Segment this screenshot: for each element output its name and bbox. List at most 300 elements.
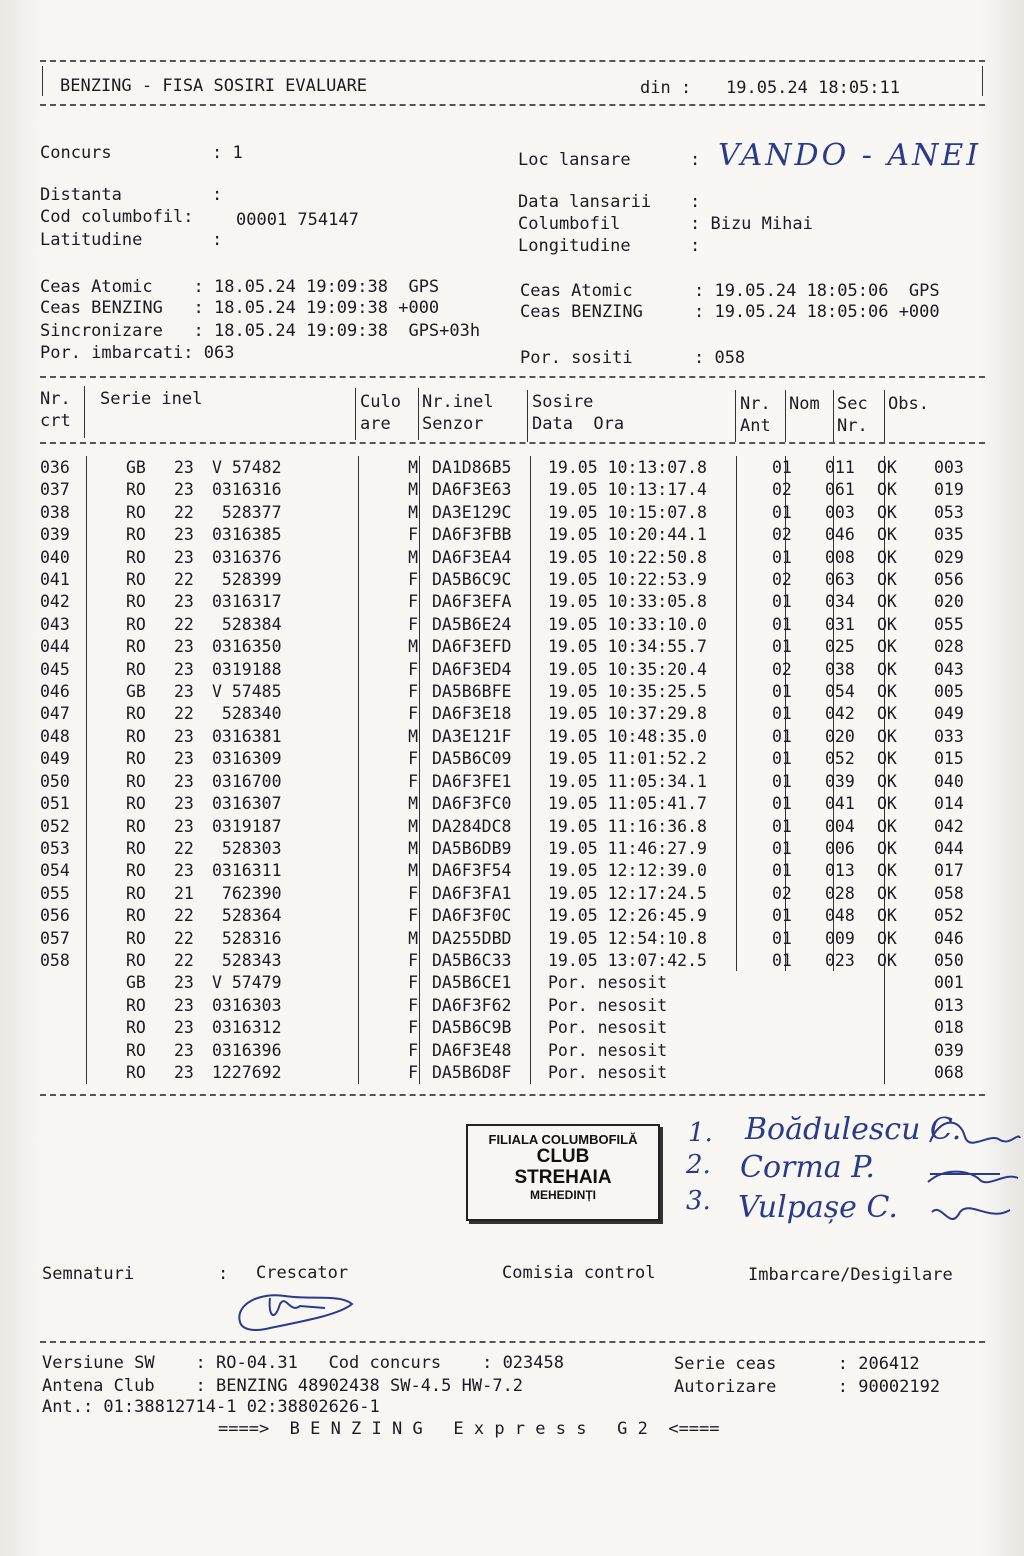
cell-senzor: DA6F3FBB	[432, 525, 512, 545]
cell-inel: 1227692	[212, 1062, 282, 1082]
cell-tara: RO	[126, 816, 146, 836]
table-row	[40, 860, 994, 882]
cell-spacer	[86, 591, 126, 613]
table-row	[40, 479, 994, 501]
cell-crt	[40, 972, 86, 994]
cell-nom: 041	[825, 794, 855, 814]
cell-spacer	[86, 681, 126, 703]
col-sec: Sec	[837, 394, 868, 414]
cell-nom: 003	[825, 502, 855, 522]
cell-ant	[754, 995, 821, 1017]
cell-sec	[873, 1062, 928, 1084]
cell-sex: M	[408, 838, 418, 858]
cell-spacer	[86, 659, 126, 681]
cell-ant: 01	[772, 726, 792, 746]
cell-sex: F	[408, 1040, 418, 1060]
cell-obs: 046	[934, 928, 964, 948]
cell-spacer	[86, 748, 126, 770]
cell-ant: 01	[772, 502, 792, 522]
cell-spacer	[86, 793, 126, 815]
cell-senzor: DA5B6C09	[432, 749, 512, 769]
sep-culo-head	[355, 388, 356, 440]
crescator-label: Crescator	[256, 1263, 349, 1283]
cell-sex: M	[408, 816, 418, 836]
cell-spacer	[86, 457, 126, 479]
cell-inel: 528377	[212, 502, 282, 522]
cell-obs: 015	[934, 749, 964, 769]
table-row	[40, 883, 994, 905]
cell-senzor: DA6F3E48	[432, 1040, 512, 1060]
cell-tara: RO	[126, 480, 146, 500]
commission-name-1: Boădulescu C.	[745, 1112, 962, 1147]
cell-ant: 02	[772, 659, 792, 679]
cell-ant: 01	[772, 794, 792, 814]
cell-spacer	[86, 547, 126, 569]
cod-columbofil-label: Cod columbofil:	[40, 207, 194, 227]
cell-an: 23	[174, 1018, 194, 1038]
cell-sec: OK	[877, 502, 897, 522]
cell-spacer	[86, 905, 126, 927]
cell-nom: 023	[825, 950, 855, 970]
col-are: are	[360, 414, 391, 434]
distanta-colon: :	[212, 185, 223, 205]
sincronizare: Sincronizare : 18.05.24 19:09:38 GPS+03h	[40, 321, 481, 341]
cell-senzor: DA6F3F54	[432, 861, 512, 881]
col-nr-ant: Nr.	[740, 394, 771, 414]
cell-an: 23	[174, 1040, 194, 1060]
cell-tara: RO	[126, 1018, 146, 1038]
cell-sex: M	[408, 637, 418, 657]
cell-spacer	[86, 1040, 126, 1062]
cell-tara: GB	[126, 973, 146, 993]
cell-sec: OK	[877, 928, 897, 948]
table-row	[40, 569, 994, 591]
cell-spacer	[86, 614, 126, 636]
cell-inel: 0316312	[212, 1018, 282, 1038]
cell-sosire: 19.05 10:33:10.0	[548, 614, 707, 634]
cell-senzor: DA5B6C33	[432, 950, 512, 970]
data-lansarii-colon: :	[690, 192, 701, 212]
cell-sec: OK	[877, 861, 897, 881]
cell-ant: 01	[772, 614, 792, 634]
cell-tara: RO	[126, 502, 146, 522]
cell-nom: 009	[825, 928, 855, 948]
cell-spacer	[86, 838, 126, 860]
cell-obs: 043	[934, 659, 964, 679]
cell-sec	[873, 972, 928, 994]
cell-an: 23	[174, 480, 194, 500]
cell-tara: RO	[126, 861, 146, 881]
cell-sec: OK	[877, 906, 897, 926]
table-row	[40, 502, 994, 524]
cell-ant: 02	[772, 883, 792, 903]
cell-an: 23	[174, 861, 194, 881]
col-sec-nr: Nr.	[837, 416, 868, 436]
cell-sec: OK	[877, 637, 897, 657]
cell-spacer	[86, 972, 126, 994]
cell-senzor: DA6F3ED4	[432, 659, 512, 679]
cell-inel: 528303	[212, 838, 282, 858]
cell-crt: 040	[40, 547, 70, 567]
cell-inel: 0316376	[212, 547, 282, 567]
cell-inel: 528364	[212, 906, 282, 926]
cell-sosire: Por. nesosit	[548, 973, 668, 993]
cell-ant	[754, 1040, 821, 1062]
cell-inel: 0316350	[212, 637, 282, 657]
cell-senzor: DA6F3E18	[432, 704, 512, 724]
distanta-label: Distanta	[40, 185, 122, 205]
cell-inel: 0316381	[212, 726, 282, 746]
concurs-value: : 1	[212, 143, 243, 163]
cell-sex: F	[408, 659, 418, 679]
cell-inel: 528340	[212, 704, 282, 724]
cell-ant: 01	[772, 592, 792, 612]
cell-tara: RO	[126, 726, 146, 746]
cell-sec: OK	[877, 726, 897, 746]
table-row	[40, 457, 994, 479]
report-datetime: 19.05.24 18:05:11	[726, 78, 900, 98]
col-sosire: Sosire	[532, 392, 594, 412]
semnaturi-label: Semnaturi	[42, 1264, 135, 1284]
cell-ant: 01	[772, 771, 792, 791]
cell-nom: 031	[825, 614, 855, 634]
table-row	[40, 614, 994, 636]
cell-inel: 528316	[212, 928, 282, 948]
cell-an: 22	[174, 614, 194, 634]
cell-obs: 058	[934, 883, 964, 903]
cell-spacer	[86, 703, 126, 725]
table-row	[40, 995, 994, 1017]
cell-nom: 061	[825, 480, 855, 500]
cell-tara: RO	[126, 928, 146, 948]
cell-crt: 057	[40, 928, 70, 948]
report-title: BENZING - FISA SOSIRI EVALUARE	[60, 76, 368, 96]
cell-sex: F	[408, 771, 418, 791]
cell-obs: 019	[934, 480, 964, 500]
cell-inel: 0316700	[212, 771, 282, 791]
cell-senzor: DA284DC8	[432, 816, 512, 836]
cell-inel: V 57479	[212, 973, 282, 993]
cell-crt: 056	[40, 906, 70, 926]
longitudine-colon: :	[690, 236, 701, 256]
porumbei-sositi: Por. sositi : 058	[520, 348, 746, 368]
table-row	[40, 1062, 994, 1084]
table-row	[40, 950, 994, 972]
cell-senzor: DA5B6CE1	[432, 973, 512, 993]
cell-sosire: 19.05 12:12:39.0	[548, 861, 707, 881]
cell-nom	[821, 972, 873, 994]
cell-sosire: 19.05 11:46:27.9	[548, 838, 707, 858]
cell-crt: 055	[40, 883, 70, 903]
table-header-rule	[40, 442, 985, 444]
commission-number-1: 1.	[688, 1118, 713, 1148]
versiune-sw: Versiune SW : RO-04.31 Cod concurs : 023458	[42, 1353, 564, 1373]
table-row	[40, 726, 994, 748]
cell-ant: 01	[772, 928, 792, 948]
autorizare: Autorizare : 90002192	[674, 1377, 941, 1397]
cell-sosire: 19.05 10:48:35.0	[548, 726, 707, 746]
cell-crt	[40, 1040, 86, 1062]
stamp-line3: STREHAIA	[514, 1167, 612, 1189]
cell-senzor: DA5B6BFE	[432, 682, 512, 702]
cell-senzor: DA6F3EA4	[432, 547, 512, 567]
cell-nom	[821, 1040, 873, 1062]
cell-crt	[40, 1017, 86, 1039]
cell-nom: 006	[825, 838, 855, 858]
cell-sosire: 19.05 10:35:20.4	[548, 659, 707, 679]
cell-sec: OK	[877, 659, 897, 679]
sep-nom-head	[785, 390, 786, 442]
imbarcare-desigilare-label: Imbarcare/Desigilare	[748, 1265, 953, 1285]
cell-sex: M	[408, 502, 418, 522]
cell-obs: 005	[934, 682, 964, 702]
cell-sex: F	[408, 883, 418, 903]
data-lansarii-label: Data lansarii	[518, 192, 652, 212]
cell-sex: F	[408, 950, 418, 970]
cell-crt: 036	[40, 458, 70, 477]
cell-tara: RO	[126, 659, 146, 679]
cell-sex: M	[408, 547, 418, 567]
cell-sec: OK	[877, 794, 897, 814]
cell-inel: 0316316	[212, 480, 282, 500]
cell-ant: 01	[772, 861, 792, 881]
col-obs: Obs.	[888, 394, 929, 414]
table-row	[40, 659, 994, 681]
cell-sec: OK	[877, 614, 897, 634]
cell-sec: OK	[877, 682, 897, 702]
cell-crt: 045	[40, 659, 70, 679]
cell-sec: OK	[877, 816, 897, 836]
cell-ant: 01	[772, 950, 792, 970]
cell-an: 22	[174, 906, 194, 926]
cell-obs: 020	[934, 592, 964, 612]
cell-spacer	[86, 995, 126, 1017]
table-row	[40, 1017, 994, 1039]
cell-inel: V 57482	[212, 458, 282, 477]
cell-sosire: 19.05 12:17:24.5	[548, 883, 707, 903]
ceas-atomic-end: Ceas Atomic : 19.05.24 18:05:06 GPS	[520, 281, 940, 301]
cell-ant: 01	[772, 816, 792, 836]
commission-signature-scribbles	[920, 1112, 1024, 1242]
cell-sosire: 19.05 10:22:53.9	[548, 570, 707, 590]
table-row	[40, 1040, 994, 1062]
concurs-label: Concurs	[40, 143, 112, 163]
cell-inel: 528399	[212, 570, 282, 590]
cell-sec: OK	[877, 771, 897, 791]
sep-ant-head	[735, 390, 736, 442]
cell-sex: F	[408, 614, 418, 634]
cell-crt: 058	[40, 950, 70, 970]
cell-nom: 013	[825, 861, 855, 881]
arrivals-table	[40, 457, 994, 1084]
cell-crt: 043	[40, 614, 70, 634]
cell-an: 22	[174, 570, 194, 590]
cell-obs: 040	[934, 771, 964, 791]
cell-crt: 048	[40, 726, 70, 746]
cell-crt: 049	[40, 749, 70, 769]
cell-tara: RO	[126, 1062, 146, 1082]
cell-an: 22	[174, 502, 194, 522]
cell-senzor: DA6F3F62	[432, 995, 512, 1015]
cell-an: 23	[174, 525, 194, 545]
cell-ant: 01	[772, 458, 792, 477]
sep-crt-head	[84, 386, 85, 438]
table-top-rule	[40, 376, 985, 378]
col-nr: Nr.	[40, 389, 71, 409]
cell-sex: F	[408, 682, 418, 702]
cell-tara: RO	[126, 906, 146, 926]
ceas-benzing-end: Ceas BENZING : 19.05.24 18:05:06 +000	[520, 302, 940, 322]
cell-nom: 054	[825, 682, 855, 702]
cell-sec: OK	[877, 547, 897, 567]
cell-an: 22	[174, 838, 194, 858]
cell-sosire: 19.05 10:20:44.1	[548, 525, 707, 545]
cell-senzor: DA5B6D8F	[432, 1062, 512, 1082]
cell-an: 23	[174, 816, 194, 836]
cell-obs: 013	[934, 995, 964, 1015]
table-row	[40, 681, 994, 703]
cell-tara: RO	[126, 995, 146, 1015]
cell-inel: 0316307	[212, 794, 282, 814]
table-row	[40, 547, 994, 569]
cell-nom	[821, 1017, 873, 1039]
cell-senzor: DA6F3EFA	[432, 592, 512, 612]
cell-senzor: DA6F3E63	[432, 480, 512, 500]
cell-sosire: 19.05 10:34:55.7	[548, 637, 707, 657]
cell-sosire: 19.05 10:22:50.8	[548, 547, 707, 567]
cell-inel: 0319187	[212, 816, 282, 836]
cell-spacer	[86, 860, 126, 882]
cell-senzor: DA5B6C9B	[432, 1018, 512, 1038]
commission-number-3: 3.	[686, 1186, 711, 1216]
cell-spacer	[86, 928, 126, 950]
cell-sex: M	[408, 726, 418, 746]
cell-nom: 025	[825, 637, 855, 657]
cell-crt: 054	[40, 861, 70, 881]
cell-crt: 042	[40, 592, 70, 612]
cell-sosire: Por. nesosit	[548, 1018, 668, 1038]
cell-sec: OK	[877, 525, 897, 545]
cell-an: 22	[174, 704, 194, 724]
crescator-signature	[230, 1284, 360, 1340]
longitudine-label: Longitudine	[518, 236, 631, 256]
cell-nom: 039	[825, 771, 855, 791]
cell-sex: F	[408, 704, 418, 724]
cell-nom: 038	[825, 659, 855, 679]
cell-crt: 039	[40, 525, 70, 545]
cell-inel: 762390	[212, 883, 282, 903]
cell-nom: 008	[825, 547, 855, 567]
cell-nom: 011	[825, 458, 855, 477]
cell-tara: GB	[126, 682, 146, 702]
cell-sex: M	[408, 794, 418, 814]
cell-tara: RO	[126, 771, 146, 791]
club-stamp	[466, 1124, 660, 1221]
cell-senzor: DA6F3FC0	[432, 794, 512, 814]
serie-ceas: Serie ceas : 206412	[674, 1354, 920, 1374]
cell-senzor: DA6F3F0C	[432, 906, 512, 926]
col-nom: Nom	[789, 394, 820, 414]
cell-crt: 041	[40, 570, 70, 590]
cell-senzor: DA255DBD	[432, 928, 512, 948]
cell-sex: M	[408, 458, 418, 477]
table-row	[40, 591, 994, 613]
col-culo: Culo	[360, 392, 401, 412]
table-row	[40, 771, 994, 793]
cell-crt: 038	[40, 502, 70, 522]
table-row	[40, 972, 994, 994]
cell-sosire: Por. nesosit	[548, 995, 668, 1015]
cell-ant: 01	[772, 906, 792, 926]
cell-crt: 051	[40, 794, 70, 814]
cell-an: 23	[174, 771, 194, 791]
cell-an: 23	[174, 682, 194, 702]
ceas-atomic-start: Ceas Atomic : 18.05.24 19:09:38 GPS	[40, 277, 440, 297]
cell-obs: 003	[934, 458, 964, 477]
cell-obs: 056	[934, 570, 964, 590]
cell-sex: F	[408, 749, 418, 769]
cell-sex: F	[408, 1062, 418, 1082]
cell-sex: F	[408, 973, 418, 993]
cell-ant: 01	[772, 682, 792, 702]
cell-obs: 029	[934, 547, 964, 567]
cell-sosire: 19.05 11:05:34.1	[548, 771, 707, 791]
cell-sex: F	[408, 525, 418, 545]
cell-spacer	[86, 636, 126, 658]
cell-senzor: DA6F3FA1	[432, 883, 512, 903]
cell-senzor: DA3E121F	[432, 726, 512, 746]
cell-ant: 02	[772, 480, 792, 500]
commission-number-2: 2.	[686, 1150, 711, 1180]
col-serie-inel: Serie inel	[100, 389, 203, 409]
cell-ant	[754, 1017, 821, 1039]
table-row	[40, 748, 994, 770]
cell-an: 23	[174, 749, 194, 769]
cell-obs: 068	[934, 1062, 964, 1082]
cell-tara: RO	[126, 1040, 146, 1060]
cell-nom: 028	[825, 883, 855, 903]
header-right-bar	[982, 66, 983, 96]
cell-obs: 014	[934, 794, 964, 814]
cell-an: 21	[174, 883, 194, 903]
cell-spacer	[86, 726, 126, 748]
cell-sec: OK	[877, 950, 897, 970]
cell-tara: GB	[126, 458, 146, 477]
col-crt: crt	[40, 411, 71, 431]
cell-inel: 0316309	[212, 749, 282, 769]
din-label: din :	[640, 78, 692, 98]
cell-crt: 046	[40, 682, 70, 702]
sep-senzor-head	[418, 388, 419, 440]
cell-tara: RO	[126, 838, 146, 858]
stamp-line1: FILIALA COLUMBOFILĂ	[488, 1132, 638, 1147]
cell-obs: 028	[934, 637, 964, 657]
cell-sex: F	[408, 995, 418, 1015]
cell-tara: RO	[126, 883, 146, 903]
commission-name-2: Corma P.	[740, 1150, 875, 1185]
antene: Ant.: 01:38812714-1 02:38802626-1	[42, 1397, 380, 1417]
cell-an: 23	[174, 547, 194, 567]
cell-inel: 0316385	[212, 525, 282, 545]
porumbei-imbarcati: Por. imbarcati: 063	[40, 343, 235, 363]
cell-tara: RO	[126, 704, 146, 724]
columbofil-label: Columbofil	[518, 214, 621, 234]
cell-obs: 039	[934, 1040, 964, 1060]
cell-obs: 017	[934, 861, 964, 881]
cell-an: 23	[174, 1062, 194, 1082]
table-row	[40, 838, 994, 860]
cell-crt	[40, 1062, 86, 1084]
